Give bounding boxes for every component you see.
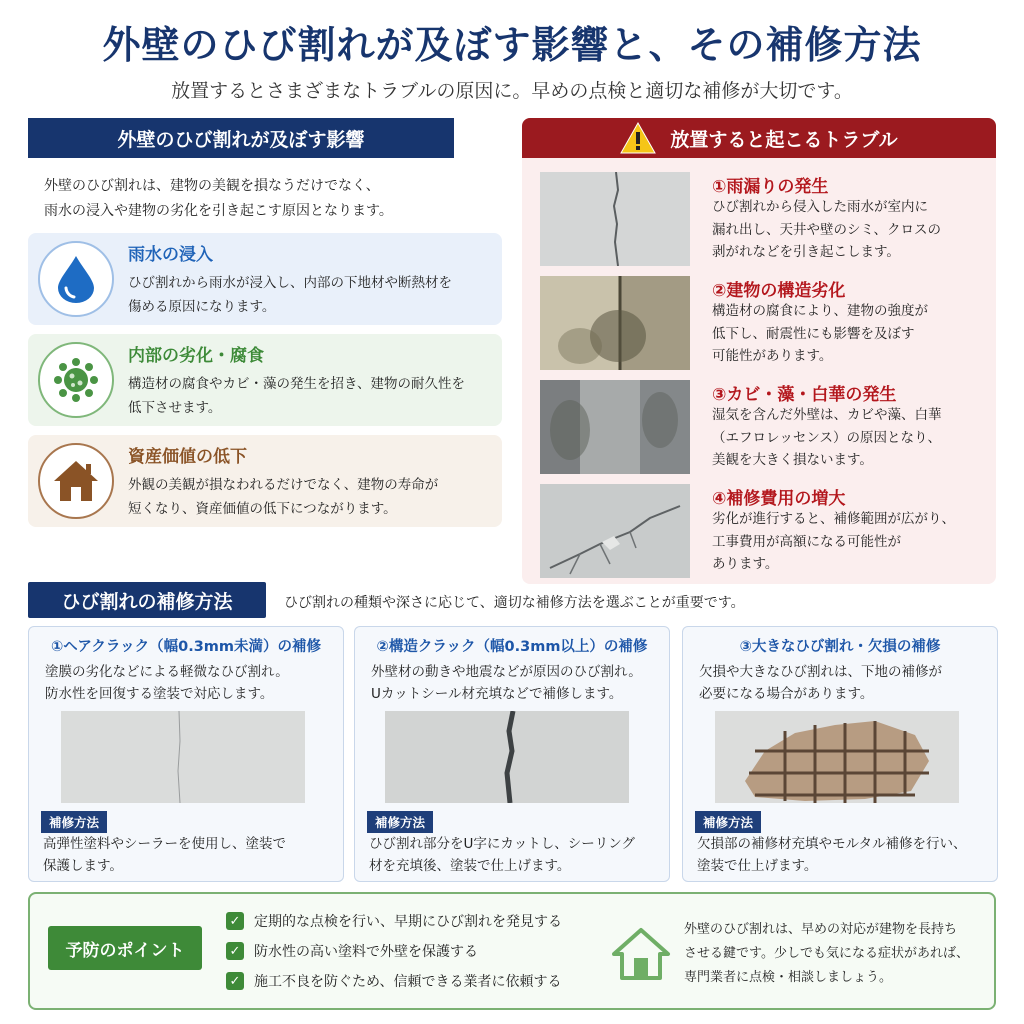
method-solution-line: 保護します。 (43, 858, 123, 874)
impact-desc-line: 外観の美観が損なわれるだけでなく、建物の寿命が (128, 476, 439, 493)
method-desc-line: 必要になる場合があります。 (699, 686, 874, 702)
impact-intro-line: 外壁のひび割れは、建物の美観を損なうだけでなく、 (44, 178, 380, 194)
method-solution (369, 833, 663, 877)
prevention-message-line: させる鍵です。少しでも気になる症状があれば、 (684, 946, 969, 961)
mold-icon (38, 342, 114, 418)
method-solution (43, 833, 337, 877)
prevention-message-line: 専門業者に点検・相談しましょう。 (684, 970, 893, 985)
method-title: ②構造クラック（幅0.3mm以上）の補修 (376, 639, 648, 655)
prevention-check-text: 防水性の高い塗料で外壁を保護する (254, 944, 478, 960)
prevention-message (684, 918, 984, 990)
page-title: 外壁のひび割れが及ぼす影響と、その補修方法 (102, 23, 922, 67)
impact-desc-line: ひび割れから雨水が浸入し、内部の下地材や断熱材を (128, 274, 452, 291)
hairline-crack-photo (61, 711, 305, 803)
trouble-desc-line: ひび割れから侵入した雨水が室内に (712, 199, 928, 215)
prevention-check-item (226, 970, 561, 992)
stained-wall-photo (540, 380, 690, 474)
method-solution-line: 塗装で仕上げます。 (697, 858, 818, 874)
impact-card-value (28, 435, 502, 527)
trouble-desc-line: 構造材の腐食により、建物の強度が (712, 303, 928, 319)
trouble-title: ②建物の構造劣化 (712, 281, 846, 301)
check-icon: ✓ (226, 942, 244, 960)
method-desc (699, 661, 989, 705)
water-drop-icon (38, 241, 114, 317)
trouble-desc-line: 湿気を含んだ外壁は、カビや藻、白華 (712, 407, 942, 423)
impact-desc (128, 372, 488, 420)
impact-card-decay (28, 334, 502, 426)
page-subtitle: 放置するとさまざまなトラブルの原因に。早めの点検と適切な補修が大切です。 (171, 80, 853, 102)
impact-title: 内部の劣化・腐食 (128, 345, 264, 366)
broken-wall-photo (715, 711, 959, 803)
method-desc-line: 欠損や大きなひび割れは、下地の補修が (699, 664, 942, 680)
method-title: ③大きなひび割れ・欠損の補修 (739, 639, 941, 655)
prevention-check-item (226, 940, 478, 962)
method-desc (371, 661, 661, 705)
prevention-check-text: 定期的な点検を行い、早期にひび割れを発見する (254, 914, 562, 930)
prevention-check-item (226, 910, 562, 932)
method-card-hairline (28, 626, 344, 882)
method-desc-line: 塗膜の劣化などによる軽微なひび割れ。 (45, 664, 289, 680)
trouble-desc (712, 404, 988, 472)
impact-title: 資産価値の低下 (128, 446, 247, 467)
trouble-title: ③カビ・藻・白華の発生 (712, 385, 897, 405)
trouble-desc (712, 300, 988, 368)
crack-wall-photo (540, 172, 690, 266)
warning-icon (620, 122, 656, 154)
trouble-heading-text: 放置すると起こるトラブル (670, 128, 898, 151)
trouble-desc (712, 508, 988, 576)
method-solution-line: ひび割れ部分をU字にカットし、シーリング (369, 836, 635, 852)
impact-desc-line: 短くなり、資産価値の低下につながります。 (128, 500, 397, 517)
trouble-section-heading (522, 118, 996, 158)
method-note: ひび割れの種類や深さに応じて、適切な補修方法を選ぶことが重要です。 (284, 595, 745, 611)
trouble-item-leak (540, 172, 990, 268)
method-tag: 補修方法 (695, 811, 761, 833)
trouble-item-mold (540, 380, 990, 476)
trouble-desc-line: 工事費用が高額になる可能性が (712, 533, 901, 550)
method-desc (45, 661, 335, 705)
trouble-item-structure (540, 276, 990, 372)
trouble-desc-line: 劣化が進行すると、補修範囲が広がり、 (712, 511, 955, 527)
method-card-structural (354, 626, 670, 882)
trouble-desc-line: 剥がれなどを引き起こします。 (712, 244, 900, 260)
method-solution-line: 高弾性塗料やシーラーを使用し、塗装で (43, 836, 286, 852)
house-outline-icon (610, 926, 672, 982)
impact-desc-line: 低下させます。 (128, 399, 222, 416)
moldy-corner-photo (540, 276, 690, 370)
impact-desc (128, 271, 488, 319)
prevention-check-text: 施工不良を防ぐため、信頼できる業者に依頼する (254, 974, 562, 990)
trouble-desc-line: 低下し、耐震性にも影響を及ぼす (712, 325, 915, 342)
method-tag: 補修方法 (367, 811, 433, 833)
trouble-item-cost (540, 484, 990, 580)
structural-crack-photo (385, 711, 629, 803)
method-section-heading: ひび割れの補修方法 (28, 582, 266, 618)
method-desc-line: Uカットシール材充填などで補修します。 (371, 686, 623, 702)
impact-intro (44, 174, 454, 224)
check-icon: ✓ (226, 912, 244, 930)
method-tag: 補修方法 (41, 811, 107, 833)
check-icon: ✓ (226, 972, 244, 990)
impact-card-rain (28, 233, 502, 325)
impact-desc (128, 473, 488, 521)
method-solution-line: 欠損部の補修材充填やモルタル補修を行い、 (697, 836, 967, 852)
damaged-wall-photo (540, 484, 690, 578)
method-title: ①ヘアクラック（幅0.3mm未満）の補修 (50, 639, 322, 655)
trouble-desc-line: 漏れ出し、天井や壁のシミ、クロスの (712, 221, 941, 238)
impact-desc-line: 構造材の腐食やカビ・藻の発生を招き、建物の耐久性を (128, 375, 465, 392)
method-desc-line: 外壁材の動きや地震などが原因のひび割れ。 (371, 664, 642, 680)
prevention-message-line: 外壁のひび割れは、早めの対応が建物を長持ち (684, 922, 958, 937)
trouble-title: ①雨漏りの発生 (712, 177, 829, 197)
trouble-desc (712, 196, 988, 264)
method-card-large (682, 626, 998, 882)
impact-title: 雨水の浸入 (128, 244, 213, 265)
method-solution (697, 833, 991, 877)
method-solution-line: 材を充填後、塗装で仕上げます。 (369, 858, 571, 874)
house-icon (38, 443, 114, 519)
impact-intro-line: 雨水の浸入や建物の劣化を引き起こす原因となります。 (44, 203, 393, 219)
trouble-desc-line: 美観を大きく損ないます。 (712, 452, 873, 468)
trouble-desc-line: 可能性があります。 (712, 348, 833, 364)
impact-desc-line: 傷める原因になります。 (128, 298, 276, 315)
method-desc-line: 防水性を回復する塗装で対応します。 (45, 686, 274, 702)
prevention-label: 予防のポイント (48, 926, 202, 970)
impact-section-heading: 外壁のひび割れが及ぼす影響 (28, 118, 454, 158)
trouble-title: ④補修費用の増大 (712, 489, 846, 509)
trouble-desc-line: あります。 (712, 556, 779, 572)
trouble-desc-line: （エフロレッセンス）の原因となり、 (712, 429, 941, 446)
